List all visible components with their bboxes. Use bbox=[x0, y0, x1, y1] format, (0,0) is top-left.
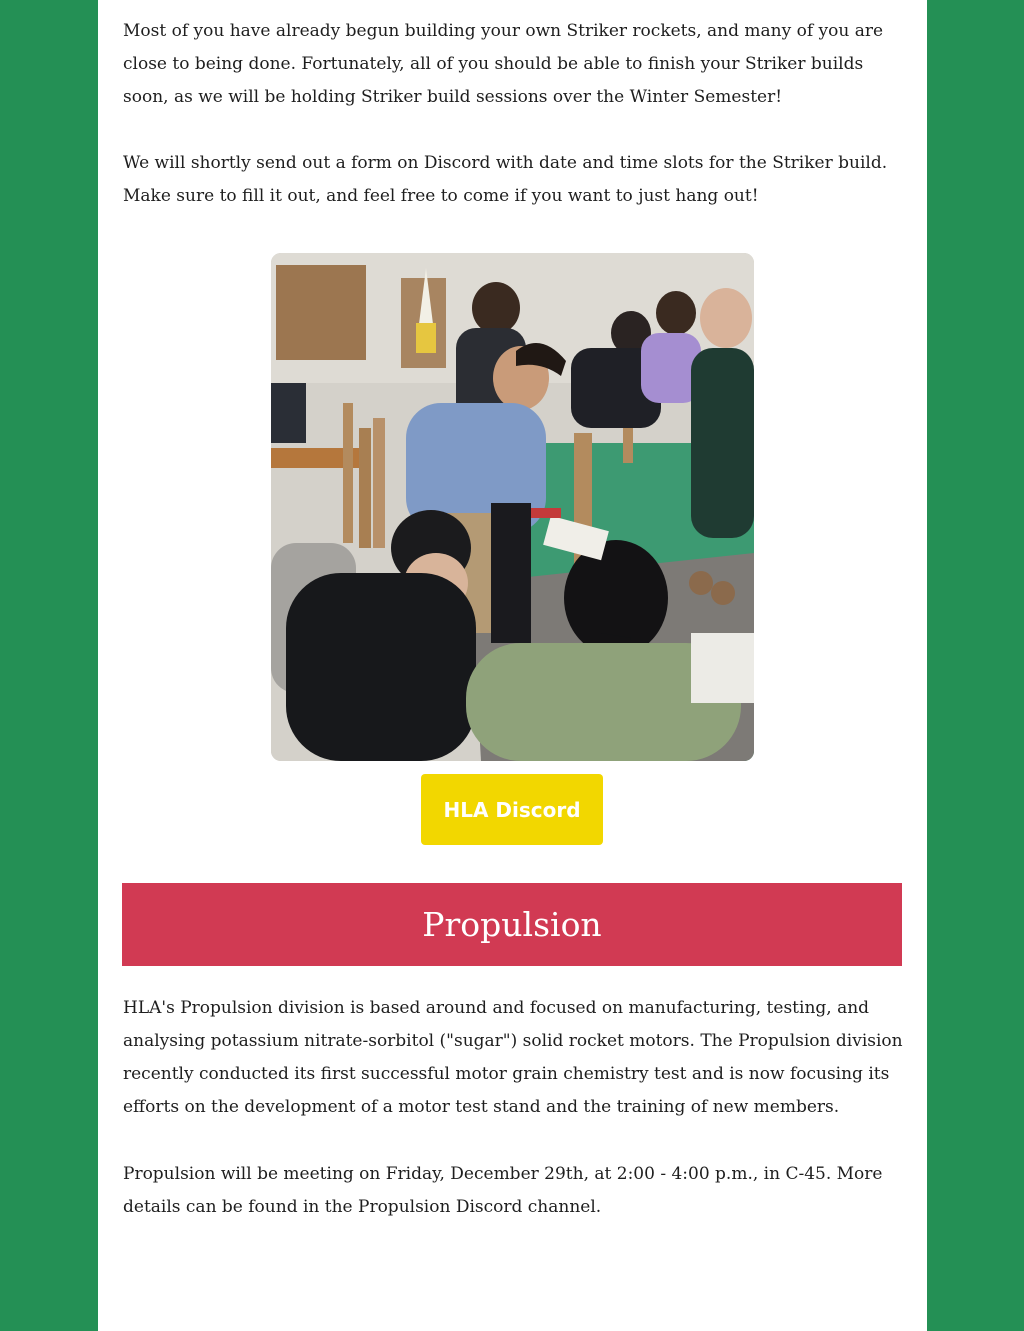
propulsion-paragraph-1: HLA's Propulsion division is based around and focused on manufacturing, testing, and analysing potassium nitrate-sorbitol ("sugar") solid rocket motors. The Propulsion division recently conducted its first successful motor grain chemistry test and is now focusing its efforts on the development of a motor test stand and the training of new members. bbox=[123, 998, 903, 1117]
hla-discord-button[interactable]: HLA Discord bbox=[421, 774, 603, 845]
propulsion-section-header bbox=[122, 883, 902, 966]
striker-paragraph-1: Most of you have already begun building your own Striker rockets, and many of you are close to being done. Fortunately, all of you should be able to finish your Striker builds soon, as we will be holding Striker build sessions over the Winter Semester! bbox=[123, 21, 884, 107]
striker-build-photo bbox=[271, 253, 754, 761]
striker-paragraph-2: We will shortly send out a form on Discord with date and time slots for the Striker build. Make sure to fill it out, and feel free to come if you want to just hang out! bbox=[123, 153, 888, 206]
newsletter-page bbox=[98, 0, 927, 1331]
propulsion-paragraph-2: Propulsion will be meeting on Friday, December 29th, at 2:00 - 4:00 p.m., in C-45. More details can be found in the Propulsion Discord channel. bbox=[123, 1164, 883, 1217]
propulsion-title: Propulsion bbox=[422, 905, 602, 944]
